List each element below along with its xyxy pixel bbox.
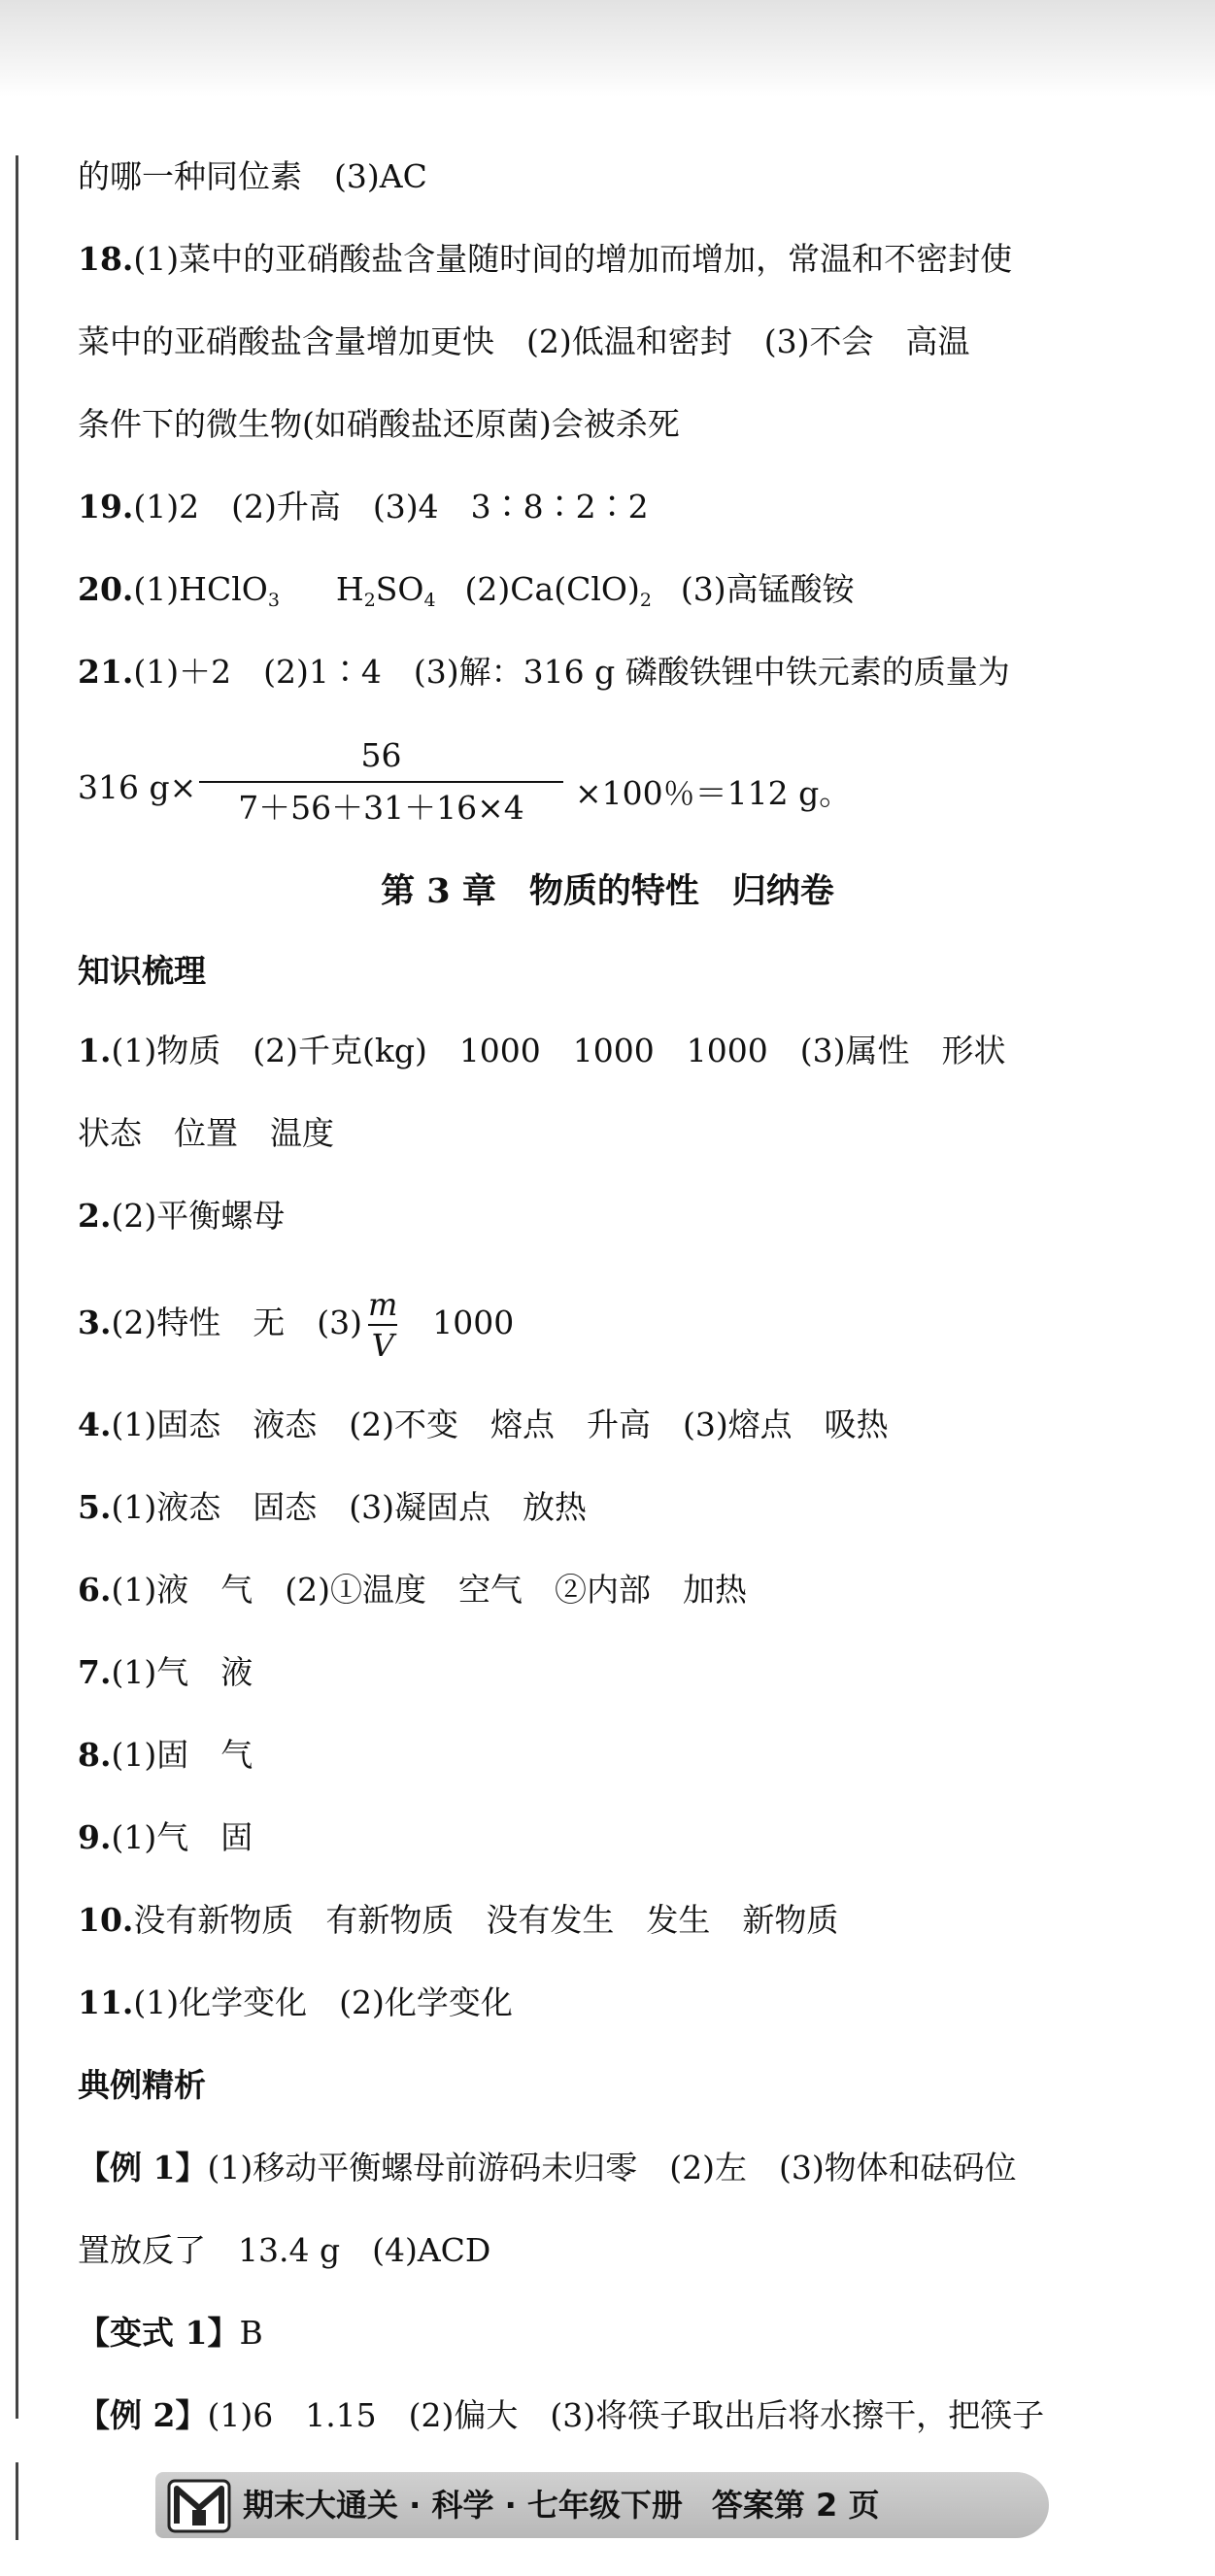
answer-text: (1)固 气 (111, 1736, 253, 1774)
formula-part: (2)Ca(ClO) (464, 570, 640, 608)
variant-tag: 【变式 1】 (78, 2314, 240, 2352)
section-title-knowledge: 知识梳理 (78, 952, 206, 990)
answer-text: (1)移动平衡螺母前游码未归零 (2)左 (3)物体和砝码位 (207, 2149, 1017, 2186)
example-1-line1 (78, 2147, 1017, 2189)
answer-text: (1)2 (2)升高 (3)4 3∶8∶2∶2 (133, 488, 649, 525)
item-number: 8. (78, 1736, 112, 1774)
chapter-number: 第 3 章 (381, 871, 496, 911)
question-number: 21. (78, 653, 134, 691)
item-number: 10. (78, 1901, 134, 1939)
fraction-bar (199, 781, 563, 783)
chapter-subtitle: 归纳卷 (731, 871, 834, 911)
page-binding-edge (16, 155, 18, 2419)
knowledge-item-11 (78, 1982, 513, 2024)
answer-text: 的哪一种同位素 (3)AC (78, 157, 427, 195)
answer-q18-line2 (78, 321, 970, 363)
knowledge-item-8 (78, 1734, 253, 1777)
item-number: 7. (78, 1653, 112, 1691)
book-logo-icon (165, 2475, 233, 2535)
example-1-line2 (78, 2229, 490, 2272)
answer-q20 (78, 568, 855, 622)
item-number: 9. (78, 1818, 112, 1856)
example-tag: 【例 2】 (78, 2396, 208, 2434)
answer-text: (1)化学变化 (2)化学变化 (133, 1983, 513, 2021)
scan-top-shadow (0, 0, 1215, 97)
knowledge-item-5 (78, 1486, 587, 1529)
variant-1 (78, 2312, 263, 2355)
knowledge-item-7 (78, 1651, 253, 1694)
page-binding-edge-bottom (16, 2462, 18, 2540)
item-number: 1. (78, 1032, 112, 1069)
calc-suffix: ×100％＝112 g。 (575, 774, 852, 812)
question-number: 18. (78, 240, 134, 278)
chapter-heading (0, 869, 1215, 914)
knowledge-item-1-line1 (78, 1030, 1006, 1072)
knowledge-item-9 (78, 1816, 253, 1859)
answer-text: (1)菜中的亚硝酸盐含量随时间的增加而增加，常温和不密封使 (133, 240, 1013, 278)
chapter-title: 物质的特性 (528, 871, 699, 911)
example-2-line1 (78, 2394, 1044, 2437)
answer-text: (1)气 固 (111, 1818, 253, 1856)
answer-text: (1)液 气 (2)①温度 空气 ②内部 加热 (111, 1571, 747, 1609)
answer-text: 1000 (432, 1304, 515, 1341)
knowledge-item-4 (78, 1404, 889, 1446)
knowledge-item-1-line2 (78, 1112, 334, 1155)
item-number: 11. (78, 1983, 134, 2021)
answer-q21 (78, 651, 1010, 694)
knowledge-item-6 (78, 1569, 747, 1611)
answer-line (78, 155, 427, 198)
answer-text: (1)气 液 (111, 1653, 253, 1691)
calc-prefix: 316 g× (78, 768, 197, 806)
formula-subscript: 2 (363, 590, 376, 611)
item-number: 3. (78, 1304, 112, 1341)
section-title-examples: 典例精析 (78, 2066, 206, 2104)
knowledge-item-10 (78, 1899, 838, 1942)
formula-subscript: 4 (423, 590, 436, 611)
formula-part: H (335, 570, 364, 608)
answer-text: (2)特性 无 (3) (111, 1304, 362, 1341)
fraction-numerator: 56 (360, 736, 402, 774)
formula-mass: m (367, 1286, 398, 1323)
answer-text: (3)高锰酸铵 (680, 570, 855, 608)
answer-text: 状态 位置 温度 (78, 1114, 334, 1152)
page-footer (155, 2472, 1049, 2538)
footer-page-number: 答案第 2 页 (711, 2487, 880, 2524)
answer-q19 (78, 486, 649, 528)
answer-text: (1)物质 (2)千克(kg) 1000 1000 1000 (3)属性 形状 (111, 1032, 1006, 1069)
item-number: 6. (78, 1571, 112, 1609)
formula-part: SO (375, 570, 424, 608)
answer-text: (1)＋2 (2)1∶4 (3)解：316 g 磷酸铁锂中铁元素的质量为 (133, 653, 1010, 691)
answer-text: (2)平衡螺母 (111, 1197, 286, 1235)
answer-text: 菜中的亚硝酸盐含量增加更快 (2)低温和密封 (3)不会 高温 (78, 322, 970, 360)
question-number: 19. (78, 488, 134, 525)
formula-subscript: 3 (267, 590, 280, 611)
answer-text: (1)固态 液态 (2)不变 熔点 升高 (3)熔点 吸热 (111, 1406, 889, 1443)
fraction (199, 733, 563, 830)
footer-title: 期末大通关 · 科学 · 七年级下册 (243, 2487, 683, 2524)
example-tag: 【例 1】 (78, 2149, 208, 2186)
answer-q18-line3 (78, 403, 680, 446)
answer-text: (1)液态 固态 (3)凝固点 放热 (111, 1488, 587, 1526)
knowledge-item-2 (78, 1195, 285, 1237)
item-number: 2. (78, 1197, 112, 1235)
item-number: 5. (78, 1488, 112, 1526)
fraction-denominator: 7＋56＋31＋16×4 (238, 789, 524, 827)
formula-subscript: 2 (639, 590, 652, 611)
formula-volume: V (371, 1327, 394, 1364)
question-number: 20. (78, 570, 134, 608)
answer-text: 条件下的微生物(如硝酸盐还原菌)会被杀死 (78, 405, 680, 443)
answer-text: 置放反了 13.4 g (4)ACD (78, 2231, 491, 2269)
item-number: 4. (78, 1406, 112, 1443)
density-formula (368, 1287, 397, 1363)
formula-part: (1)HClO (133, 570, 268, 608)
answer-q18-line1 (78, 238, 1012, 281)
answer-text: 没有新物质 有新物质 没有发生 发生 新物质 (133, 1901, 839, 1939)
answer-text: (1)6 1.15 (2)偏大 (3)将筷子取出后将水擦干，把筷子 (207, 2396, 1045, 2434)
answer-text: B (239, 2314, 263, 2352)
knowledge-item-3 (78, 1287, 514, 1363)
